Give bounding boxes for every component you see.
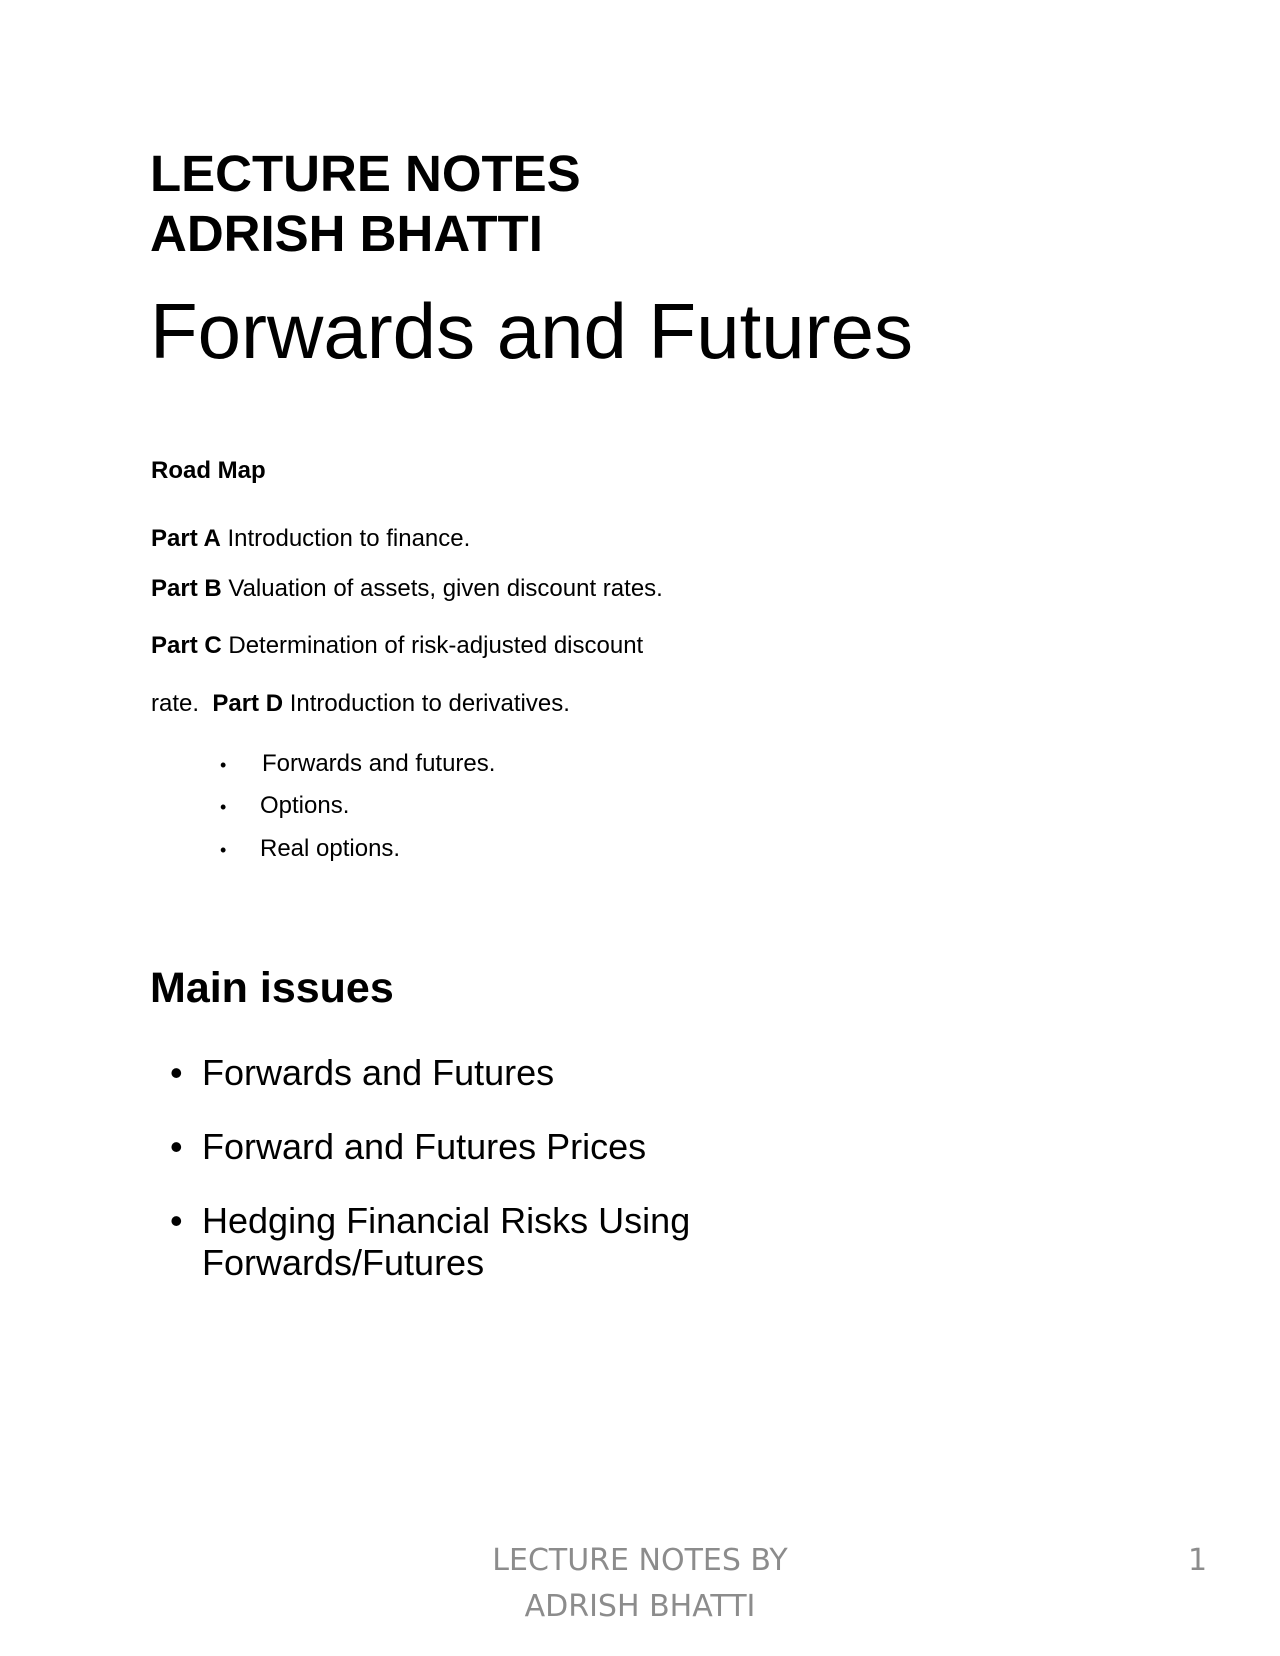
road-map-heading: Road Map: [151, 457, 266, 484]
part-b-line: [151, 574, 663, 604]
sub-item-text: Real options.: [260, 835, 401, 862]
header-line-2: ADRISH BHATTI: [150, 205, 543, 262]
footer-line-1: LECTURE NOTES BY: [492, 1543, 788, 1578]
issue-item-1: [170, 1052, 554, 1094]
page-footer: [440, 1538, 840, 1630]
header-line-1: LECTURE NOTES: [150, 145, 581, 202]
part-d-line: [151, 689, 570, 719]
main-issues-heading: Main issues: [150, 964, 394, 1012]
part-d-text: Introduction to derivatives.: [283, 690, 570, 717]
sub-item-real-options: [220, 834, 400, 865]
part-d-prefix: rate.: [151, 690, 213, 717]
page-title: Forwards and Futures: [150, 287, 913, 375]
sub-item-forwards: [220, 749, 495, 780]
part-b-label: Part B: [151, 575, 222, 602]
part-a-text: Introduction to finance.: [220, 525, 471, 552]
bullet-icon: •: [170, 1052, 183, 1093]
part-a-line: [151, 524, 470, 554]
part-c-label: Part C: [151, 632, 222, 659]
part-a-label: Part A: [151, 525, 221, 552]
part-b-text: Valuation of assets, given discount rates.: [221, 575, 663, 602]
footer-line-2: ADRISH BHATTI: [524, 1589, 756, 1624]
part-c-line: [151, 631, 643, 661]
issue-item-text: Forward and Futures Prices: [202, 1126, 647, 1167]
sub-item-options: [220, 791, 349, 822]
issue-item-continuation: Forwards/Futures: [202, 1242, 485, 1283]
part-c-text: Determination of risk-adjusted discount: [221, 632, 644, 659]
bullet-icon: •: [170, 1200, 183, 1241]
bullet-icon: •: [220, 797, 227, 817]
issue-item-text: Hedging Financial Risks Using: [202, 1200, 691, 1241]
issue-item-text: Forwards and Futures: [202, 1052, 555, 1093]
part-d-label: Part D: [212, 690, 284, 717]
sub-item-text: Options.: [260, 792, 350, 819]
issue-item-2: [170, 1126, 646, 1168]
bullet-icon: •: [220, 755, 227, 775]
issue-item-3: [170, 1200, 690, 1284]
bullet-icon: •: [170, 1126, 183, 1167]
sub-item-text: Forwards and futures.: [262, 750, 496, 777]
bullet-icon: •: [220, 840, 227, 860]
page-number: 1: [1188, 1543, 1208, 1578]
